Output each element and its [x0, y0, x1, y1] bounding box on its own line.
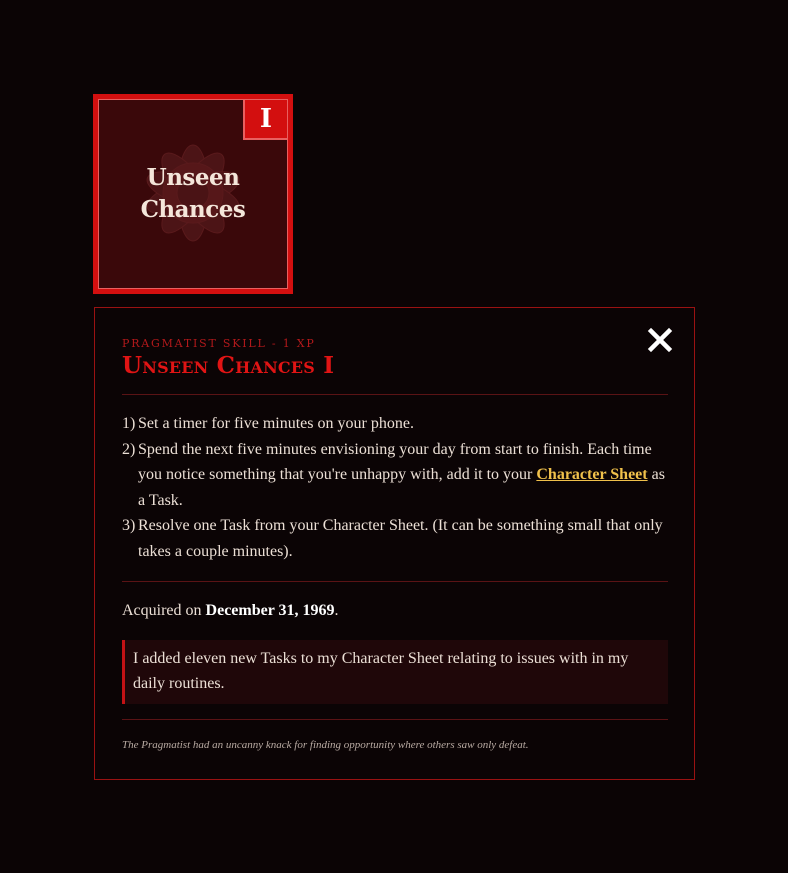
step-text-after: as a Task. — [138, 466, 665, 509]
skill-tile[interactable] — [93, 94, 293, 294]
character-sheet-link[interactable]: Character Sheet — [536, 466, 648, 484]
skill-steps-list — [122, 411, 668, 565]
step-text: Resolve one Task from your Character Sheet. (It can be something small that only takes a couple minutes). — [138, 517, 663, 560]
close-icon[interactable] — [646, 326, 674, 354]
step-text-before: Spend the next five minutes envisioning your day from start to finish. Each time you notice something that you're unhappy with, add it to your — [138, 440, 652, 484]
skill-tile-title — [99, 162, 287, 226]
skill-tile-title-line1: Unseen — [146, 164, 240, 191]
step-number: 2) — [122, 440, 136, 458]
list-item — [122, 513, 668, 564]
acquired-prefix: Acquired on — [122, 601, 206, 619]
step-text: Set a timer for five minutes on your phone. — [138, 415, 414, 432]
acquired-suffix: . — [334, 601, 339, 619]
flavor-text: The Pragmatist had an uncanny knack for finding opportunity where others saw only defeat. — [122, 738, 529, 751]
step-number: 3) — [122, 517, 136, 535]
skill-rank-badge: I — [243, 100, 287, 140]
skill-tile-title-line2: Chances — [140, 196, 246, 223]
acquired-date: December 31, 1969 — [205, 601, 335, 619]
divider — [122, 581, 668, 582]
skill-title: Unseen Chances I — [122, 352, 335, 379]
list-item — [122, 437, 668, 514]
skill-detail-panel — [94, 307, 695, 780]
divider — [122, 394, 668, 395]
personal-note: I added eleven new Tasks to my Character Sheet relating to issues with in my daily routines. — [122, 640, 668, 704]
skill-kicker: PRAGMATIST SKILL - 1 XP — [122, 337, 316, 350]
list-item — [122, 411, 668, 437]
acquired-line — [122, 600, 668, 622]
skill-tile-inner — [98, 99, 288, 289]
step-number: 1) — [122, 415, 136, 432]
divider — [122, 719, 668, 720]
